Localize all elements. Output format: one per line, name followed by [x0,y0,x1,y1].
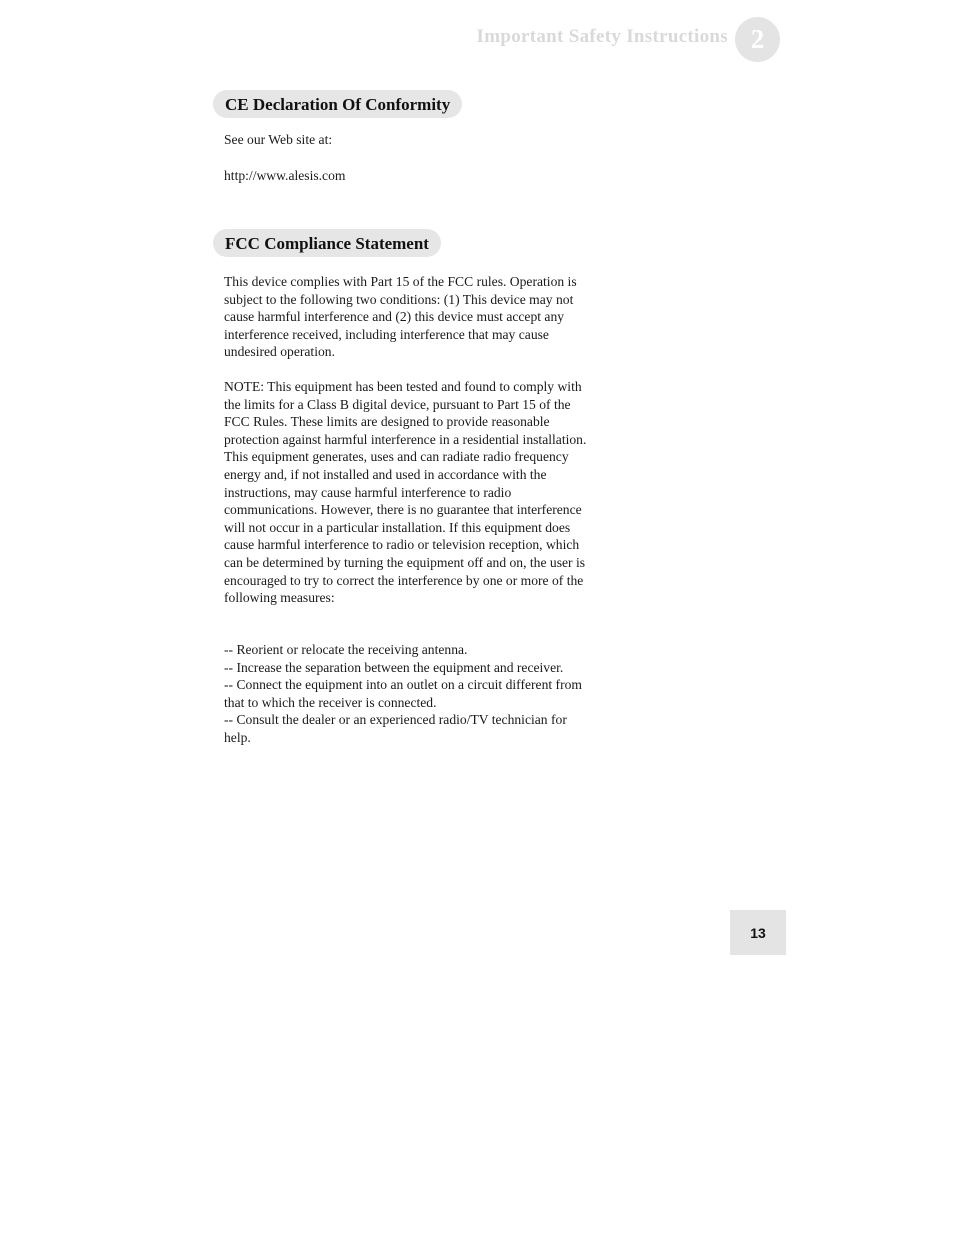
interference-measures-list [224,641,592,747]
list-item: -- Connect the equipment into an outlet on a circuit different from that to which the receiver is connected. [224,677,582,710]
fcc-note-paragraph: NOTE: This equipment has been tested and found to comply with the limits for a Class B digital device, pursuant to Part 15 of the FCC Rules. These limits are designed to provide reasonable protection against harmful interference in a residential installation. This equipment generates, uses and can radiate radio frequency energy and, if not installed and used in accordance with the instructions, may cause harmful interference to radio communications. However, there is no guarantee that interference will not occur in a particular installation. If this equipment does cause harmful interference to radio or television reception, which can be determined by turning the equipment off and on, the user is encouraged to try to correct the interference by one or more of the following measures: [224,379,587,606]
fcc-compliance-paragraph: This device complies with Part 15 of the FCC rules. Operation is subject to the following two conditions: (1) This device may not cause harmful interference and (2) this device must accept any interference received, including interference that may cause undesired operation. [224,274,577,360]
ce-section-heading: CE Declaration Of Conformity [213,90,462,118]
list-item: -- Increase the separation between the equipment and receiver. [224,659,564,675]
chapter-number-badge: 2 [735,17,780,62]
page-number: 13 [730,910,786,955]
ce-see-website-text: See our Web site at: [224,132,333,147]
list-item: -- Consult the dealer or an experienced radio/TV technician for help. [224,712,567,745]
chapter-title: Important Safety Instructions [476,26,728,47]
fcc-section-heading: FCC Compliance Statement [213,229,441,257]
ce-website-url: http://www.alesis.com [224,168,346,183]
list-item: -- Reorient or relocate the receiving antenna. [224,642,468,657]
